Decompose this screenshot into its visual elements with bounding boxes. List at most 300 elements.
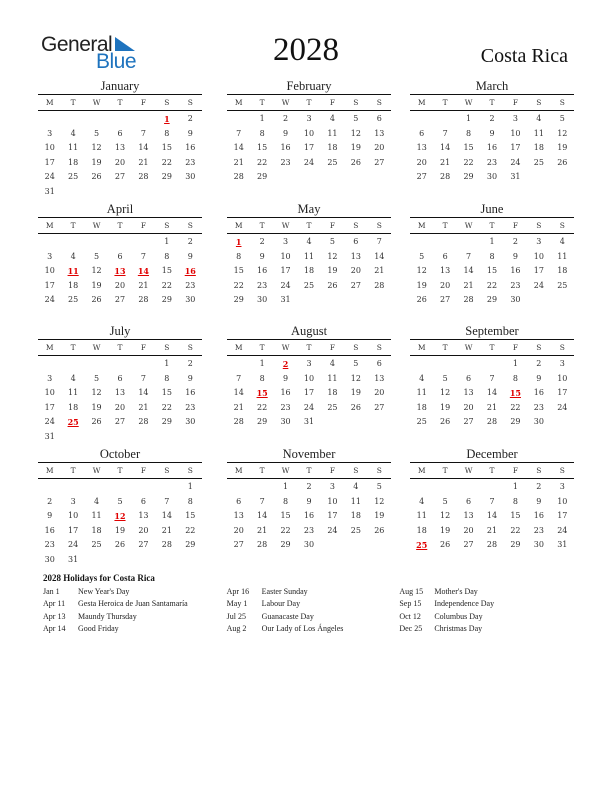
weekday-label: T — [489, 221, 495, 230]
day-cell: 1 — [512, 359, 518, 368]
holiday-entry — [399, 598, 583, 610]
weekday-header — [410, 339, 574, 356]
day-cell: 27 — [374, 402, 385, 412]
day-cell: 11 — [416, 511, 427, 521]
weekday-label: S — [376, 221, 382, 230]
empty-cell — [61, 480, 84, 495]
day-cell: 30 — [533, 417, 544, 427]
holiday-day-cell: 15 — [509, 388, 521, 399]
day-cell: 5 — [419, 251, 425, 261]
weekday-header — [227, 94, 391, 111]
day-cell: 9 — [259, 251, 265, 261]
day-cell: 5 — [329, 237, 335, 246]
day-cell: 30 — [486, 172, 498, 182]
empty-cell — [410, 480, 433, 495]
weekday-label: W — [464, 221, 473, 230]
holiday-entry — [399, 586, 583, 598]
day-cell: 10 — [557, 373, 568, 383]
day-cell: 4 — [353, 482, 359, 491]
day-cell: 27 — [463, 540, 474, 550]
weekday-label: W — [281, 343, 290, 352]
day-cell: 19 — [91, 280, 102, 290]
day-cell: 10 — [44, 143, 55, 153]
day-cell: 8 — [512, 496, 518, 506]
day-cell: 21 — [463, 280, 474, 290]
day-cell: 1 — [489, 237, 495, 246]
day-cell: 13 — [114, 143, 126, 153]
empty-cell — [227, 480, 250, 495]
day-cell: 29 — [486, 295, 498, 305]
day-cell: 10 — [44, 388, 55, 398]
day-cell: 26 — [350, 402, 361, 412]
empty-cell — [132, 357, 155, 372]
day-cell: 29 — [161, 172, 172, 182]
day-cell: 5 — [559, 114, 565, 123]
holiday-day-cell: 25 — [416, 540, 428, 551]
month-title: November — [282, 447, 336, 461]
month-march — [410, 79, 574, 185]
day-cell: 6 — [236, 496, 242, 506]
weekday-label: F — [140, 98, 147, 107]
day-cell: 10 — [280, 251, 291, 261]
day-cell: 3 — [306, 359, 312, 368]
weekday-label: T — [489, 466, 495, 475]
holiday-date: Jul 25 — [226, 611, 246, 621]
day-cell: 21 — [138, 402, 149, 412]
day-cell: 11 — [350, 496, 361, 506]
month-october — [38, 447, 202, 568]
weekday-label: M — [417, 221, 426, 230]
holiday-entry — [399, 611, 583, 623]
day-cell: 1 — [164, 359, 170, 368]
day-cell: 14 — [233, 388, 244, 398]
day-cell: 31 — [280, 295, 291, 305]
weekday-label: W — [92, 98, 101, 107]
day-cell: 18 — [327, 143, 338, 153]
empty-cell — [61, 357, 84, 372]
day-cell: 16 — [185, 388, 196, 398]
logo-text-blue: Blue — [96, 50, 137, 73]
day-cell: 11 — [327, 128, 338, 138]
day-grid — [410, 357, 574, 430]
day-cell: 13 — [440, 266, 451, 276]
day-cell: 5 — [353, 359, 359, 368]
month-june — [410, 202, 574, 308]
weekday-label: S — [536, 98, 542, 107]
month-july — [38, 324, 202, 445]
holiday-entry — [43, 598, 227, 610]
day-cell: 16 — [257, 266, 268, 276]
weekday-header — [410, 462, 574, 479]
day-cell: 28 — [374, 280, 385, 290]
day-cell: 24 — [44, 417, 55, 427]
day-cell: 28 — [233, 417, 244, 427]
day-cell: 15 — [280, 511, 291, 521]
weekday-label: F — [140, 466, 147, 475]
empty-cell — [108, 357, 131, 372]
day-cell: 20 — [138, 525, 149, 535]
holiday-day-cell: 1 — [235, 237, 242, 247]
day-cell: 30 — [280, 417, 291, 427]
day-cell: 31 — [557, 540, 568, 550]
empty-cell — [410, 357, 433, 372]
day-cell: 23 — [44, 540, 55, 550]
day-cell: 11 — [533, 128, 544, 138]
weekday-label: W — [92, 343, 101, 352]
weekday-label: T — [70, 221, 76, 230]
weekday-label: T — [259, 98, 265, 107]
holiday-name: Easter Sunday — [261, 587, 308, 596]
weekday-label: M — [417, 98, 426, 107]
day-cell: 14 — [374, 251, 385, 261]
weekday-label: T — [489, 343, 495, 352]
holiday-name: Independence Day — [434, 599, 495, 609]
day-cell: 30 — [533, 540, 544, 550]
day-cell: 28 — [486, 417, 498, 427]
day-cell: 19 — [91, 157, 102, 167]
empty-cell — [132, 235, 155, 250]
day-cell: 9 — [187, 251, 193, 261]
empty-cell — [61, 235, 84, 250]
weekday-label: F — [140, 221, 147, 230]
empty-cell — [38, 357, 61, 372]
day-cell: 14 — [138, 143, 149, 153]
weekday-label: T — [442, 343, 448, 352]
day-cell: 17 — [303, 388, 315, 398]
holiday-name: Our Lady of Los Ángeles — [261, 623, 344, 633]
day-grid — [38, 112, 202, 200]
weekday-header — [38, 462, 202, 479]
day-cell: 2 — [536, 482, 542, 491]
weekday-label: F — [329, 221, 336, 230]
day-cell: 16 — [280, 143, 291, 153]
month-title: October — [99, 447, 141, 461]
weekday-label: T — [70, 98, 76, 107]
day-cell: 25 — [68, 295, 79, 305]
day-cell: 3 — [559, 359, 565, 368]
month-september — [410, 324, 574, 430]
day-cell: 9 — [283, 128, 289, 138]
day-cell: 6 — [117, 128, 123, 138]
day-cell: 6 — [376, 114, 382, 123]
empty-cell — [433, 235, 456, 250]
weekday-label: F — [329, 466, 336, 475]
day-cell: 17 — [557, 511, 568, 521]
day-cell: 21 — [486, 402, 498, 412]
day-cell: 19 — [416, 280, 427, 290]
day-cell: 7 — [140, 128, 146, 138]
day-cell: 30 — [185, 172, 196, 182]
weekday-label: T — [259, 343, 265, 352]
day-cell: 11 — [91, 511, 102, 521]
month-january — [38, 79, 202, 200]
day-cell: 26 — [440, 540, 451, 550]
weekday-label: S — [187, 221, 193, 230]
month-title: August — [290, 324, 328, 338]
day-cell: 9 — [47, 511, 53, 521]
day-cell: 14 — [161, 511, 172, 521]
month-may — [227, 202, 391, 308]
weekday-header — [227, 339, 391, 356]
day-cell: 26 — [440, 417, 451, 427]
day-cell: 15 — [161, 266, 172, 276]
day-cell: 2 — [306, 482, 312, 491]
day-cell: 27 — [114, 417, 126, 427]
weekday-label: W — [92, 466, 101, 475]
day-cell: 4 — [419, 496, 425, 506]
day-cell: 28 — [161, 540, 172, 550]
day-cell: 20 — [416, 157, 427, 167]
day-cell: 18 — [91, 525, 102, 535]
day-cell: 5 — [94, 373, 100, 383]
holiday-name: Columbus Day — [434, 611, 483, 621]
day-cell: 23 — [185, 280, 196, 290]
day-cell: 20 — [463, 525, 474, 535]
day-cell: 7 — [236, 128, 242, 138]
weekday-label: M — [45, 343, 54, 352]
holiday-column — [399, 586, 583, 635]
day-cell: 25 — [416, 417, 427, 427]
day-cell: 26 — [91, 295, 102, 305]
holiday-entry — [227, 623, 400, 635]
month-title: February — [286, 79, 332, 93]
weekday-label: S — [376, 343, 382, 352]
holiday-date: Dec 25 — [399, 623, 423, 633]
weekday-label: M — [45, 98, 54, 107]
weekday-label: T — [117, 466, 123, 475]
day-cell: 15 — [161, 143, 172, 153]
day-cell: 5 — [94, 128, 100, 138]
day-cell: 9 — [187, 373, 193, 383]
weekday-label: T — [306, 343, 312, 352]
holiday-entry — [43, 586, 227, 598]
day-cell: 4 — [329, 359, 335, 368]
day-cell: 12 — [557, 128, 568, 138]
day-cell: 22 — [510, 402, 521, 412]
day-cell: 7 — [140, 373, 146, 383]
day-cell: 13 — [416, 143, 427, 153]
day-cell: 30 — [185, 417, 196, 427]
day-cell: 2 — [536, 359, 542, 368]
day-cell: 8 — [164, 251, 170, 261]
holiday-day-cell: 25 — [67, 417, 79, 428]
weekday-label: M — [45, 221, 54, 230]
empty-cell — [480, 480, 503, 495]
weekday-label: W — [464, 466, 473, 475]
day-cell: 3 — [306, 114, 312, 123]
day-cell: 4 — [70, 251, 76, 261]
weekday-label: T — [306, 466, 312, 475]
day-cell: 18 — [68, 402, 79, 412]
holiday-name: Christmas Day — [434, 623, 483, 633]
weekday-label: S — [376, 466, 382, 475]
day-grid — [410, 235, 574, 308]
day-cell: 25 — [327, 402, 338, 412]
day-cell: 9 — [512, 251, 518, 261]
day-cell: 28 — [138, 417, 149, 427]
day-cell: 25 — [533, 157, 544, 167]
empty-cell — [250, 480, 273, 495]
day-cell: 23 — [185, 157, 196, 167]
day-cell: 29 — [510, 540, 521, 550]
empty-cell — [457, 235, 480, 250]
day-cell: 17 — [68, 525, 79, 535]
day-cell: 19 — [440, 525, 451, 535]
holiday-date: Aug 2 — [226, 623, 247, 633]
day-cell: 2 — [259, 237, 265, 246]
weekday-label: M — [45, 466, 54, 475]
day-cell: 25 — [327, 157, 338, 167]
holiday-name: Maundy Thursday — [78, 611, 137, 621]
day-cell: 11 — [68, 388, 79, 398]
holiday-date: Apr 13 — [43, 611, 66, 621]
day-cell: 16 — [533, 511, 544, 521]
holiday-date: May 1 — [226, 599, 248, 609]
holiday-entry — [227, 586, 400, 598]
weekday-label: S — [559, 98, 565, 107]
day-cell: 24 — [533, 280, 544, 290]
holiday-name: New Year's Day — [78, 587, 130, 596]
day-cell: 26 — [416, 295, 427, 305]
day-cell: 13 — [114, 388, 126, 398]
holiday-day-cell: 2 — [282, 359, 289, 369]
day-cell: 25 — [303, 280, 315, 290]
day-cell: 9 — [187, 128, 193, 138]
holiday-date: Aug 15 — [399, 587, 424, 596]
day-cell: 8 — [259, 128, 265, 138]
weekday-label: F — [140, 343, 147, 352]
weekday-label: F — [512, 466, 519, 475]
calendar-year-title: 2028 — [273, 32, 339, 68]
day-cell: 2 — [187, 359, 193, 368]
day-grid — [227, 480, 391, 553]
day-cell: 16 — [510, 266, 521, 276]
day-cell: 14 — [440, 143, 451, 153]
month-november — [227, 447, 391, 553]
weekday-label: S — [164, 221, 170, 230]
day-cell: 7 — [140, 251, 146, 261]
day-cell: 3 — [536, 237, 542, 246]
day-cell: 1 — [259, 359, 265, 368]
weekday-header — [227, 217, 391, 234]
weekday-label: M — [234, 98, 243, 107]
day-cell: 21 — [257, 525, 268, 535]
weekday-label: T — [442, 98, 448, 107]
weekday-label: S — [164, 98, 170, 107]
day-cell: 14 — [463, 266, 474, 276]
empty-cell — [410, 235, 433, 250]
day-cell: 12 — [440, 388, 451, 398]
day-cell: 14 — [486, 388, 498, 398]
day-cell: 15 — [161, 388, 172, 398]
day-cell: 14 — [233, 143, 244, 153]
day-cell: 22 — [257, 157, 268, 167]
day-cell: 6 — [466, 373, 472, 383]
day-cell: 12 — [350, 373, 361, 383]
weekday-label: S — [536, 221, 542, 230]
empty-cell — [108, 112, 131, 127]
day-cell: 7 — [259, 496, 265, 506]
month-february — [227, 79, 391, 185]
day-cell: 20 — [463, 402, 474, 412]
day-cell: 7 — [376, 237, 382, 246]
empty-cell — [457, 357, 480, 372]
day-cell: 4 — [329, 114, 335, 123]
day-cell: 10 — [533, 251, 544, 261]
weekday-label: W — [464, 343, 473, 352]
day-cell: 15 — [257, 143, 268, 153]
holiday-day-cell: 13 — [114, 266, 126, 277]
holiday-name: Labour Day — [261, 599, 301, 609]
day-cell: 24 — [44, 172, 55, 182]
weekday-label: S — [187, 466, 193, 475]
weekday-label: F — [512, 221, 519, 230]
day-cell: 8 — [466, 128, 472, 138]
day-cell: 9 — [306, 496, 312, 506]
day-cell: 26 — [374, 525, 385, 535]
holiday-date: Apr 16 — [226, 587, 250, 596]
empty-cell — [38, 235, 61, 250]
empty-cell — [410, 112, 433, 127]
day-cell: 20 — [350, 266, 361, 276]
day-cell: 21 — [233, 157, 244, 167]
day-cell: 2 — [187, 114, 193, 123]
day-cell: 19 — [327, 266, 338, 276]
weekday-label: M — [417, 343, 426, 352]
day-cell: 27 — [350, 280, 361, 290]
logo-text-general: General — [41, 33, 113, 56]
day-cell: 8 — [236, 251, 242, 261]
day-cell: 5 — [442, 496, 448, 506]
day-cell: 21 — [138, 157, 149, 167]
day-grid — [410, 480, 574, 553]
holiday-date: Jan 1 — [43, 587, 60, 596]
holiday-name: Gesta Heroica de Juan Santamaría — [78, 599, 188, 609]
empty-cell — [132, 112, 155, 127]
day-cell: 6 — [140, 496, 146, 506]
empty-cell — [433, 112, 456, 127]
day-cell: 22 — [257, 402, 268, 412]
holiday-entry — [399, 623, 583, 635]
empty-cell — [155, 480, 178, 495]
day-cell: 24 — [327, 525, 338, 535]
day-cell: 12 — [91, 266, 102, 276]
day-cell: 12 — [440, 511, 451, 521]
day-cell: 23 — [486, 157, 498, 167]
day-cell: 18 — [416, 525, 427, 535]
day-cell: 22 — [510, 525, 521, 535]
empty-cell — [227, 112, 250, 127]
weekday-label: T — [117, 221, 123, 230]
day-cell: 13 — [350, 251, 361, 261]
day-cell: 11 — [557, 251, 568, 261]
day-cell: 1 — [259, 114, 265, 123]
weekday-label: T — [442, 466, 448, 475]
day-cell: 20 — [374, 388, 385, 398]
day-cell: 2 — [512, 237, 518, 246]
day-cell: 10 — [557, 496, 568, 506]
month-title: April — [106, 202, 134, 216]
day-cell: 17 — [280, 266, 291, 276]
day-cell: 2 — [47, 496, 53, 506]
day-cell: 15 — [510, 511, 521, 521]
weekday-label: F — [329, 98, 336, 107]
month-title: March — [475, 79, 509, 93]
day-cell: 21 — [161, 525, 172, 535]
holiday-name: Mother's Day — [434, 587, 478, 596]
day-cell: 8 — [283, 496, 289, 506]
holiday-day-cell: 16 — [184, 266, 196, 277]
